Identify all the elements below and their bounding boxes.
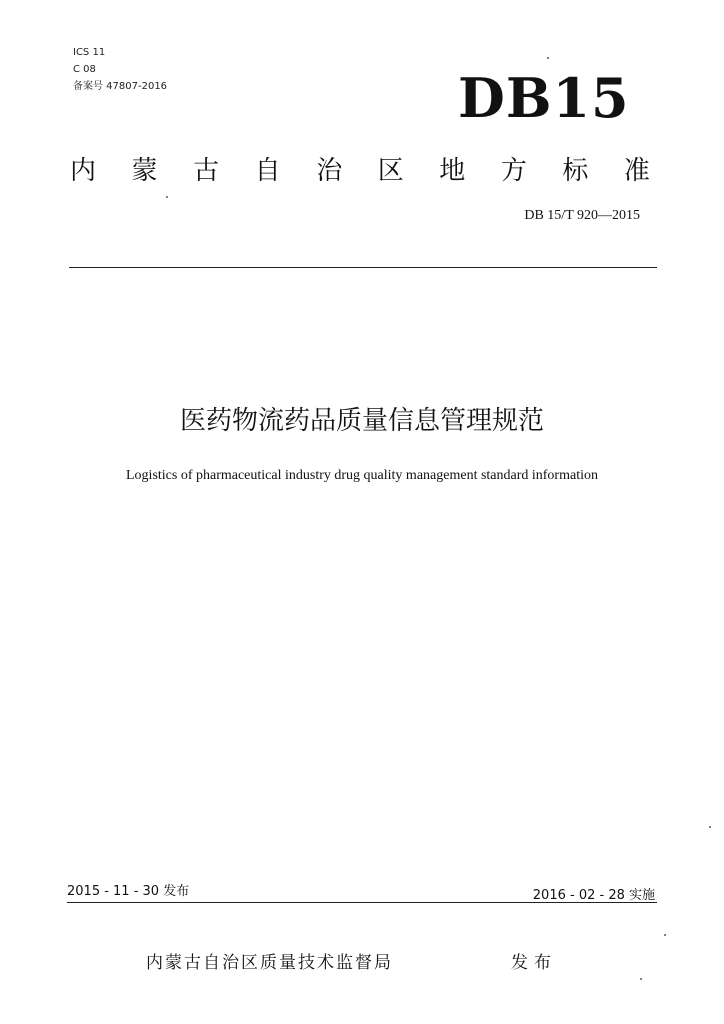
title-chinese: 医药物流药品质量信息管理规范	[179, 406, 544, 436]
standard-type-char: 准	[623, 156, 650, 186]
scan-speck	[709, 826, 711, 828]
title-english: Logistics of pharmaceutical industry drug quality management standard information	[126, 468, 598, 483]
standard-type-char: 内	[70, 156, 97, 186]
issue-date: 2015 - 11 - 30 发布	[67, 884, 190, 899]
db-logo: DB15	[458, 66, 630, 130]
standard-type-char: 方	[500, 156, 527, 186]
scan-speck	[547, 57, 549, 59]
standard-type-char: 区	[377, 156, 404, 186]
standard-type-char: 治	[316, 156, 343, 186]
implement-date: 2016 - 02 - 28 实施	[532, 888, 655, 903]
scan-speck	[166, 196, 168, 198]
publish-label: 发布	[511, 953, 557, 973]
scan-speck	[640, 978, 642, 980]
standard-type-char: 标	[562, 156, 589, 186]
standard-type-char: 自	[254, 156, 281, 186]
ics-code: ICS 11	[73, 47, 106, 58]
record-number: 备案号 47807-2016	[73, 81, 168, 92]
standard-type-char: 蒙	[131, 156, 158, 186]
ccs-code: C 08	[73, 64, 96, 75]
footer-divider	[67, 902, 657, 903]
standard-type-char: 古	[193, 156, 220, 186]
standard-type-heading	[70, 150, 650, 187]
header-divider	[69, 267, 657, 268]
scan-speck	[664, 934, 666, 936]
standard-type-char: 地	[439, 156, 466, 186]
classification-codes	[73, 44, 167, 95]
standard-number: DB 15/T 920—2015	[524, 208, 640, 223]
publisher-name: 内蒙古自治区质量技术监督局	[146, 953, 393, 973]
